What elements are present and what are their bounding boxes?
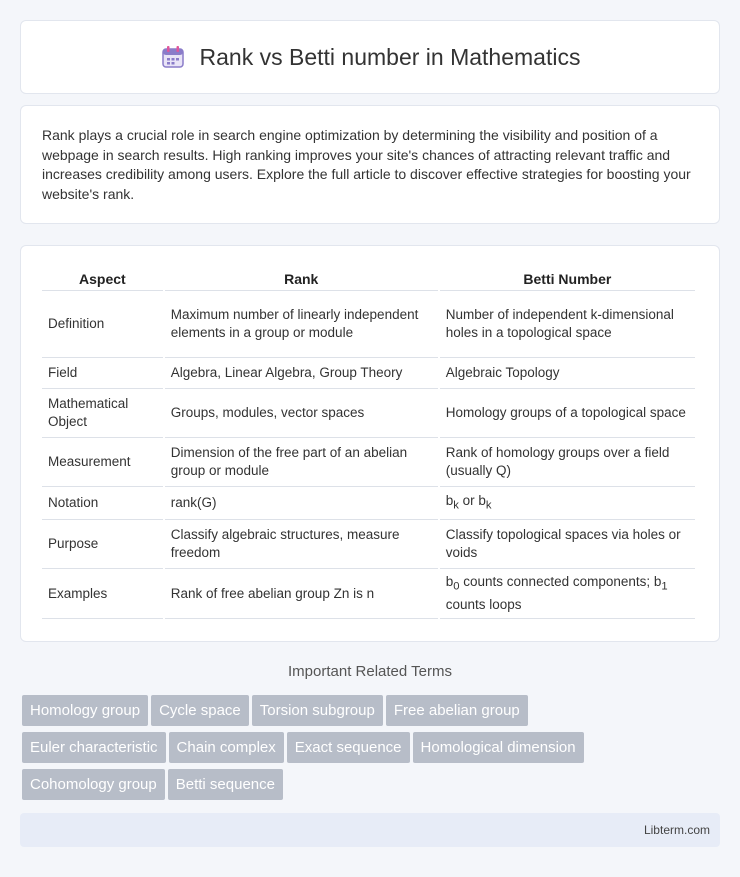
cell-aspect: Measurement xyxy=(42,438,163,487)
header-rank: Rank xyxy=(165,267,438,291)
cell-aspect: Notation xyxy=(42,487,163,520)
table-row xyxy=(42,438,695,487)
header-card xyxy=(20,20,720,94)
related-terms-list xyxy=(22,695,722,806)
cell-betti: Number of independent k-dimensional holes in a topological space xyxy=(440,291,695,358)
cell-rank: Dimension of the free part of an abelian group or module xyxy=(165,438,438,487)
betti-text: counts loops xyxy=(445,596,522,612)
cell-rank: rank(G) xyxy=(165,487,438,520)
table-header-row xyxy=(42,267,695,291)
comparison-table-card xyxy=(20,245,720,642)
cell-betti: Homology groups of a topological space xyxy=(440,389,695,438)
betti-subscript: 0 xyxy=(453,580,460,593)
table-row xyxy=(42,487,695,520)
related-term-tag[interactable]: Torsion subgroup xyxy=(252,695,383,726)
table-row xyxy=(42,291,695,358)
related-term-tag[interactable]: Homology group xyxy=(22,695,148,726)
cell-betti: Classify topological spaces via holes or voids xyxy=(440,520,695,569)
related-term-tag[interactable]: Exact sequence xyxy=(287,732,410,763)
cell-rank: Algebra, Linear Algebra, Group Theory xyxy=(165,358,438,389)
betti-text: or b xyxy=(458,492,486,508)
cell-betti xyxy=(440,569,695,619)
related-term-tag[interactable]: Betti sequence xyxy=(168,769,283,800)
table-row xyxy=(42,569,695,619)
related-term-tag[interactable]: Chain complex xyxy=(169,732,284,763)
betti-symbol: b xyxy=(445,574,454,590)
cell-rank: Rank of free abelian group Zn is n xyxy=(165,569,438,619)
betti-subscript: 1 xyxy=(661,580,668,593)
table-row xyxy=(42,358,695,389)
related-term-tag[interactable]: Homological dimension xyxy=(413,732,584,763)
betti-subscript: k xyxy=(453,499,459,512)
intro-card xyxy=(20,105,720,224)
cell-aspect: Purpose xyxy=(42,520,163,569)
header-aspect: Aspect xyxy=(42,267,163,291)
header-betti: Betti Number xyxy=(440,267,695,291)
betti-text: counts connected components; b xyxy=(459,574,662,590)
cell-aspect: Definition xyxy=(42,291,163,358)
intro-text: Rank plays a crucial role in search engine optimization by determining the visibility and position of a webpage in search results. High ranking improves your site's chances of attracting relevant traffic and increases credibility among users. Explore the full article to discover effective strategies for boosting your website's rank. xyxy=(42,127,691,202)
cell-betti: Rank of homology groups over a field (usually Q) xyxy=(440,438,695,487)
cell-rank: Groups, modules, vector spaces xyxy=(165,389,438,438)
cell-betti: Algebraic Topology xyxy=(440,358,695,389)
table-row xyxy=(42,520,695,569)
cell-aspect: Mathematical Object xyxy=(42,389,163,438)
betti-subscript: k xyxy=(485,499,492,512)
cell-aspect: Examples xyxy=(42,569,163,619)
footer-site-link[interactable]: Libterm.com xyxy=(643,823,710,837)
related-term-tag[interactable]: Cycle space xyxy=(151,695,249,726)
related-term-tag[interactable]: Cohomology group xyxy=(22,769,165,800)
cell-rank: Maximum number of linearly independent elements in a group or module xyxy=(165,291,438,358)
cell-betti xyxy=(440,487,695,520)
cell-rank: Classify algebraic structures, measure freedom xyxy=(165,520,438,569)
comparison-table xyxy=(40,267,697,619)
related-term-tag[interactable]: Free abelian group xyxy=(386,695,528,726)
calendar-icon xyxy=(160,44,186,70)
table-row xyxy=(42,389,695,438)
betti-symbol: b xyxy=(445,492,454,508)
related-terms-title: Important Related Terms xyxy=(288,663,452,680)
cell-aspect: Field xyxy=(42,358,163,389)
footer xyxy=(20,813,720,847)
page-title: Rank vs Betti number in Mathematics xyxy=(199,43,581,70)
related-term-tag[interactable]: Euler characteristic xyxy=(22,732,166,763)
